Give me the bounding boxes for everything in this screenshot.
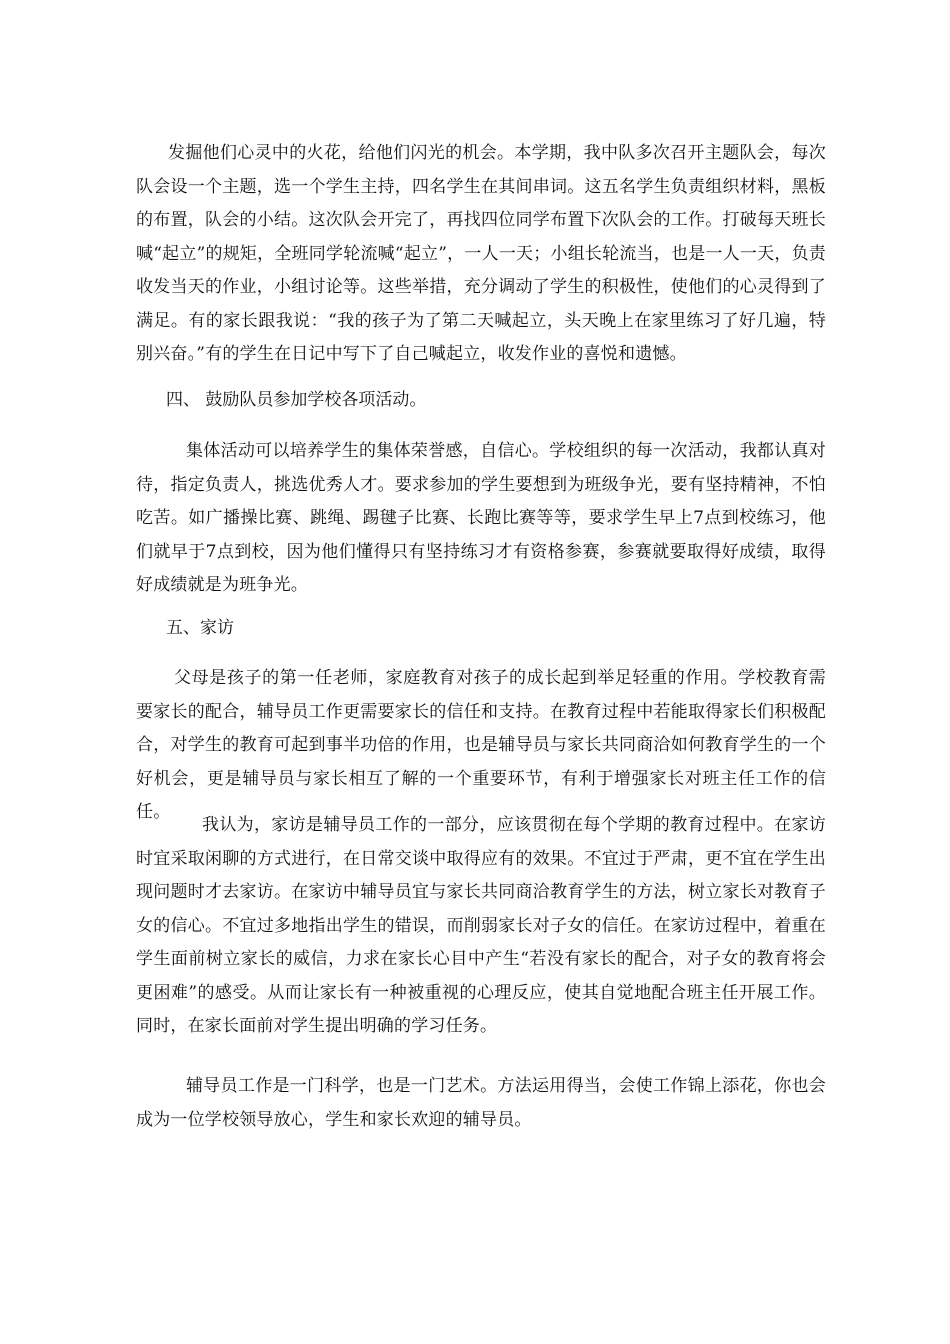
paragraph-home-visit-method: 我认为，家访是辅导员工作的一部分，应该贯彻在每个学期的教育过程中。在家访时宜采取闲聊的方式进行，在日常交谈中取得应有的效果。不宜过于严肃，更不宜在学生出现问题时才去家访。在家访中辅导员宜与家长共同商洽教育学生的方法，树立家长对教育子女的信心。不宜过多地指出学生的错误，而削弱家长对子女的信任。在家访过程中，着重在学生面前树立家长的威信，力求在家长心目中产生“若没有家长的配合，对子女的教育将会更困难”的感受。从而让家长有一种被重视的心理反应，使其自觉地配合班主任开展工作。同时，在家长面前对学生提出明确的学习任务。 (136, 815, 826, 1036)
paragraph-class-meetings: 发掘他们心灵中的火花，给他们闪光的机会。本学期，我中队多次召开主题队会，每次队会设一个主题，选一个学生主持，四名学生在其间串词。这五名学生负责组织材料，黑板的布置，队会的小结。这次队会开完了，再找四位同学布置下次队会的工作。打破每天班长喊“起立”的规矩，全班同学轮流喊“起立”，一人一天；小组长轮流当，也是一人一天，负责收发当天的作业，小组讨论等。这些举措，充分调动了学生的积极性，使他们的心灵得到了满足。有的家长跟我说：“我的孩子为了第二天喊起立，头天晚上在家里练习了好几遍，特别兴奋。”有的学生在日记中写下了自己喊起立，收发作业的喜悦和遗憾。 (136, 143, 826, 364)
paragraph-parent-role: 父母是孩子的第一任老师，家庭教育对孩子的成长起到举足轻重的作用。学校教育需要家长的配合，辅导员工作更需要家长的信任和支持。在教育过程中若能取得家长们积极配合，对学生的教育可起到事半功倍的作用，也是辅导员与家长共同商洽如何教育学生的一个好机会，更是辅导员与家长相互了解的一个重要环节，有利于增强家长对班主任工作的信任。 (136, 668, 826, 822)
paragraph-conclusion: 辅导员工作是一门科学，也是一门艺术。方法运用得当，会使工作锦上添花，你也会成为一位学校领导放心，学生和家长欢迎的辅导员。 (136, 1076, 826, 1130)
section-heading-five: 五、家访 (166, 618, 234, 638)
paragraph-school-activities: 集体活动可以培养学生的集体荣誉感，自信心。学校组织的每一次活动，我都认真对待，指定负责人，挑选优秀人才。要求参加的学生要想到为班级争光，要有坚持精神，不怕吃苦。如广播操比赛、跳绳、踢毽子比赛、长跑比赛等等，要求学生早上7点到校练习，他们就早于7点到校，因为他们懂得只有坚持练习才有资格参赛，参赛就要取得好成绩，取得好成绩就是为班争光。 (136, 441, 826, 595)
section-heading-four: 四、 鼓励队员参加学校各项活动。 (166, 390, 427, 410)
